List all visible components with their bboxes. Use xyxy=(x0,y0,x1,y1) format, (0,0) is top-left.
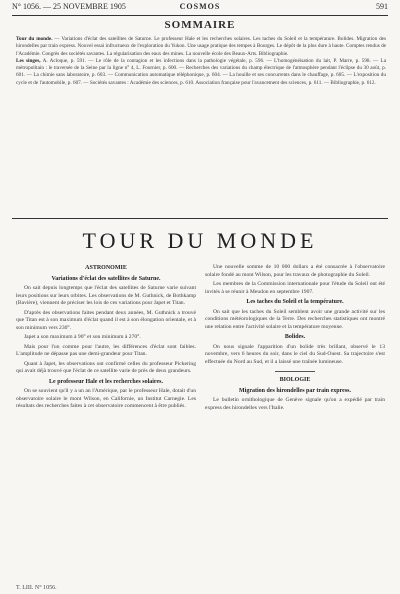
paragraph: Le bulletin ornithologique de Genève signale qu'on a expédié par train express des hirondelles vers l'Italie. xyxy=(205,397,385,411)
page-footer: T. LIII. N° 1056. xyxy=(16,585,57,591)
sommaire-label-tdm: Tour du monde. xyxy=(16,36,53,42)
sommaire-rule xyxy=(12,218,388,219)
subhead-taches: Les taches du Soleil et la température. xyxy=(246,299,344,305)
paragraph: On nous signale l'apparition d'un bolide très brillant, observé le 13 novembre, vers 6 heures du soir, dans le ciel du Sud-Ouest. Sa trajectoire s'est effectuée du Nord au Sud, et il a laissé une traînée lumineuse. xyxy=(205,343,385,365)
paragraph: On sait que les taches du Soleil semblent avoir une grande activité sur les conditions météorologiques de la Terre. Des recherches statistiques ont montré une relation entre l'activité solaire et la température moyenne. xyxy=(205,308,385,330)
sommaire-text-tdm: — Variations d'éclat des satellites de Saturne. Le professeur Hale et les recherches solaires. Les taches du Soleil et la température. Bolides. Migration des hirondelles par train express. Nouvel essai infructueux de l'exploration du Yukon. Une usage pratique des tempes à Bourges. Le dépôt de la plus dure à haute. Comptes rendus de l'Académie. Congrès des sociétés savantes. La régularisation des eaux des mines. La nouvelle école des Beaux-Arts. Bibliographie. xyxy=(16,36,387,57)
journal-name: COSMOS xyxy=(179,2,221,11)
column-left xyxy=(16,264,196,413)
subhead-satellites: Variations d'éclat des satellites de Saturne. xyxy=(51,275,161,282)
paragraph: On sait depuis longtemps que l'éclat des satellites de Saturne varie suivant leurs positions sur leurs orbites. Les observations de M. Guthnick, de Bothkamp (Bavière), viennent de préciser les lois de ces variations pour Japet et Titan. xyxy=(16,285,196,306)
paragraph: Mais pour l'un comme pour l'autre, les différences d'éclat sont faibles. L'amplitude ne dépasse pas une demi-grandeur pour Titan. xyxy=(16,343,196,357)
rubric-biologie: BIOLOGIE xyxy=(279,377,311,383)
paragraph: Japet a son maximum à 90° et son minimum à 270°. xyxy=(24,334,141,340)
column-right xyxy=(205,264,385,414)
sommaire-contents xyxy=(16,36,386,87)
issue-line: N° 1056. — 25 NOVEMBRE 1905 xyxy=(12,2,126,11)
sommaire-text-articles: A. Acloque, p. 591. — Le rôle de la contagion et les infections dans la pathologie végétale, p. 596. — L'homogénéisation du lait, P. Marre, p. 598. — La métropolitain : le traversée de la Seine par la ligne n° 4, L. Fournier, p. 600. — Recherches des variations du champ électrique de l'atmosphère pendant l'éclipse du 30 août, p. 601. — La chimie sans laboratoire, p. 603. — Communication automatique téléphonique, p. 604. — La houille et ses concurrents dans le chauffage, p. 605. — L'exposition du cycle et de l'automobile, p. 607. — Sociétés savantes : Académie des sciences, p. 610. Association française pour l'avancement des sciences, p. 611. — Bibliographie, p. 612. xyxy=(16,57,387,86)
sommaire-label-articles: Les singes, xyxy=(16,57,41,64)
subhead-hale: Le professeur Hale et les recherches solaires. xyxy=(49,378,163,385)
section-title: TOUR DU MONDE xyxy=(82,228,318,253)
paragraph: Les membres de la Commission internationale pour l'étude du Soleil ont été invités à se réunir à Meudon en septembre 1907. xyxy=(205,281,385,295)
page-number: 591 xyxy=(376,2,388,11)
subhead-hirondelles: Migration des hirondelles par train express. xyxy=(238,387,351,394)
sommaire-heading: SOMMAIRE xyxy=(164,19,236,31)
page-header xyxy=(12,2,388,14)
rubric-astronomie: ASTRONOMIE xyxy=(85,265,127,271)
subhead-bolides: Bolides. xyxy=(284,334,306,340)
paragraph: Quant à Japet, les observations ont confirmé celles du professeur Pickering qui avait déjà trouvé que l'éclat de ce satellite varie de près de deux grandeurs. xyxy=(16,360,196,374)
header-rule xyxy=(12,15,388,16)
section-divider xyxy=(275,371,315,372)
paragraph: Une nouvelle somme de 10 000 dollars a été consacrée à l'observatoire solaire fondé au mont Wilson, pour les travaux de photographie du Soleil. xyxy=(205,264,385,278)
paragraph: On se souvient qu'il y a un an l'Amérique, par le professeur Hale, dotait d'un observatoire solaire le mont Wilson, en Californie, un Institut Carnegie. Les résultats des recherches faites à cet observatoire commencent à être publiés. xyxy=(16,388,196,409)
paragraph: D'après des observations faites pendant deux années, M. Guthnick a trouvé que Titan est à son maximum d'éclat quand il est à son élongation orientale, et à son minimum vers 230°. xyxy=(16,309,196,331)
